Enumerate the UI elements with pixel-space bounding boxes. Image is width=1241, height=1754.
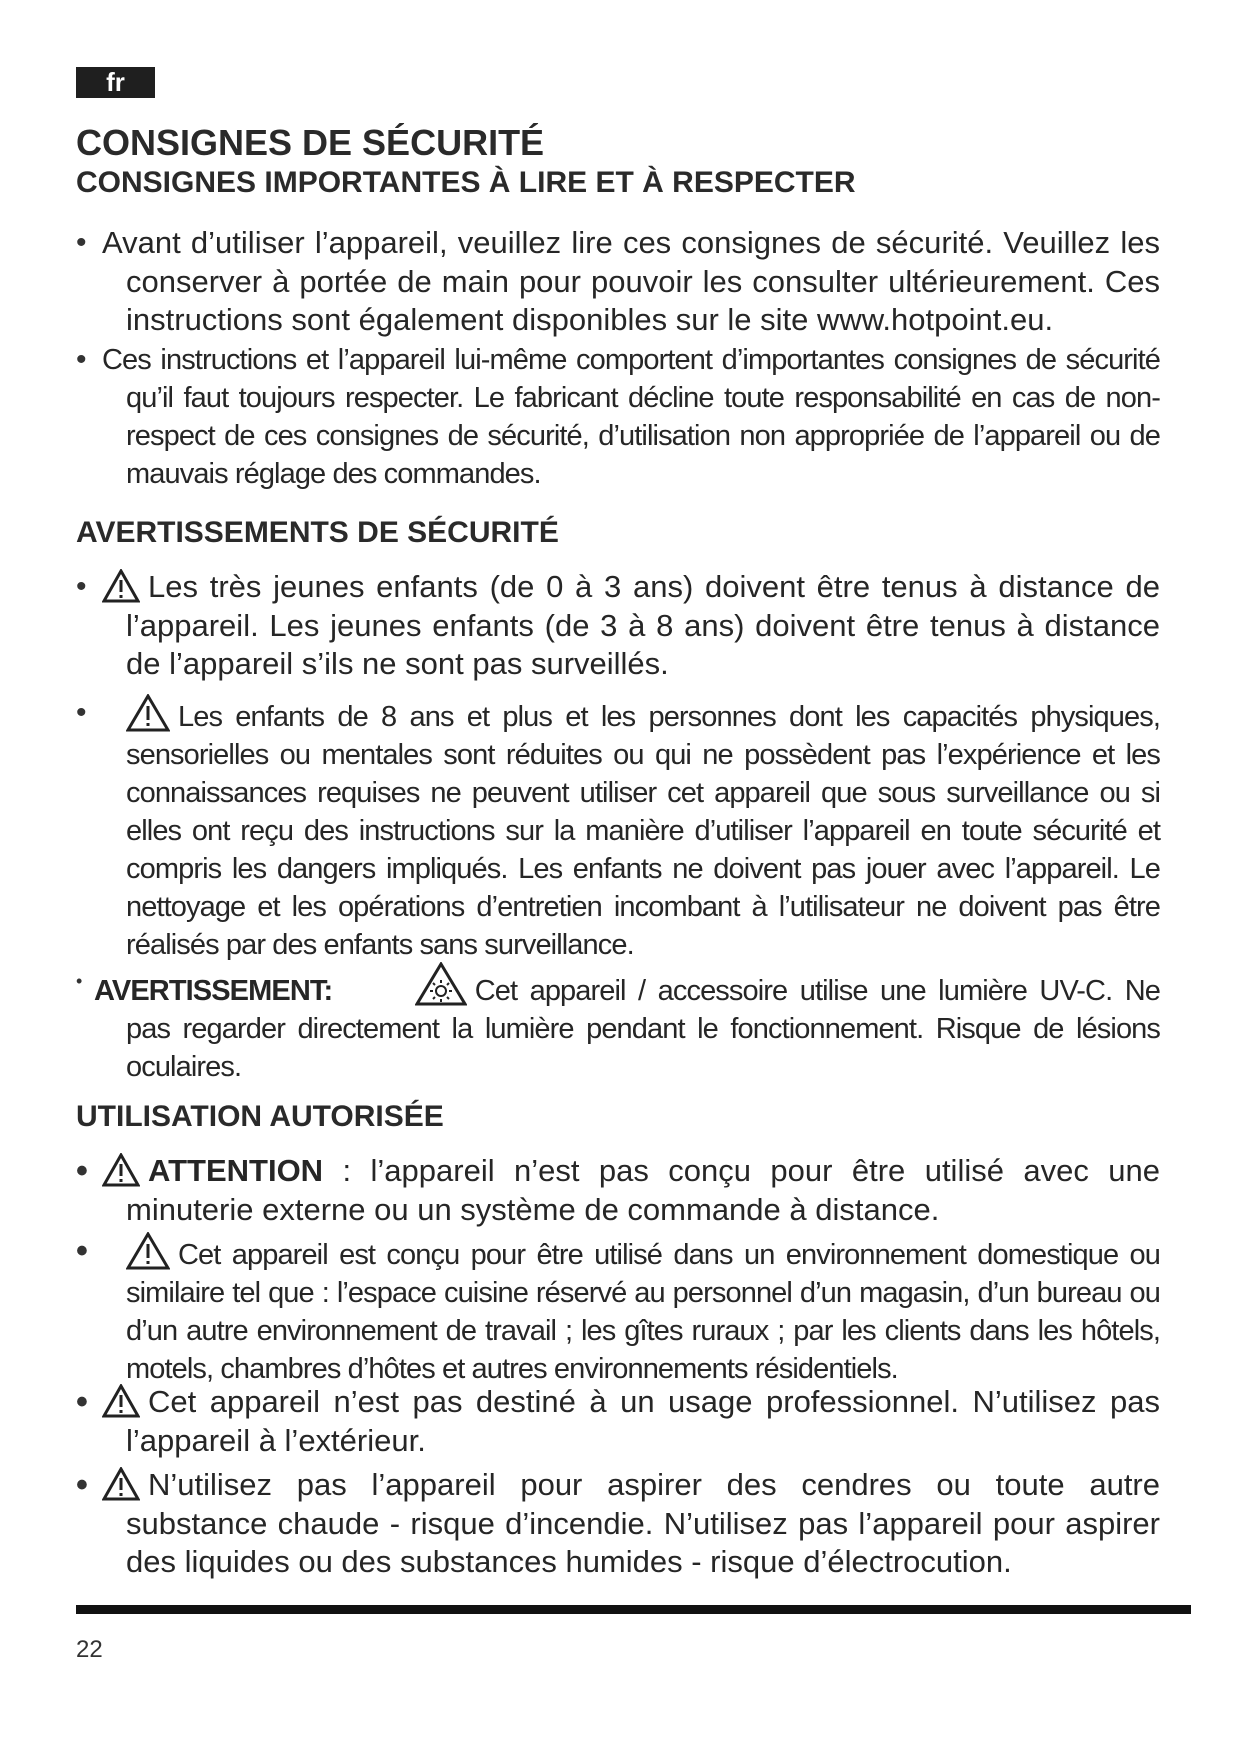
section-heading-usage: UTILISATION AUTORISÉE	[76, 1100, 444, 1133]
language-badge: fr	[76, 67, 155, 98]
usage-body-3	[126, 1383, 1160, 1460]
warning-item-3	[76, 962, 1160, 1086]
page-title: CONSIGNES DE SÉCURITÉ	[76, 122, 545, 163]
warning-triangle-icon	[126, 694, 170, 732]
bullet: •	[76, 343, 87, 376]
warning-body-2	[126, 694, 1160, 964]
bullet: •	[76, 1232, 88, 1270]
section-heading-warnings: AVERTISSEMENTS DE SÉCURITÉ	[76, 516, 559, 549]
usage-item-3	[76, 1383, 1160, 1460]
warning-triangle-icon	[102, 569, 140, 603]
warning-triangle-icon	[126, 1232, 170, 1270]
usage-text-4: N’utilisez pas l’appareil pour aspirer des cendres ou toute autre substance chaude - risque d’incendie. N’utilisez pas l’appareil pour aspirer des liquides ou des substances humides - risque d’électrocution.	[126, 1467, 1160, 1579]
attention-label: ATTENTION	[148, 1153, 324, 1188]
warning-item-1	[76, 568, 1160, 684]
warning-item-2	[76, 694, 1160, 964]
warning-body-3	[94, 962, 1160, 1086]
usage-text-2: Cet appareil est conçu pour être utilisé dans un environnement domestique ou similaire tel que : l’espace cuisine réservé au personnel d’un magasin, d’un bureau ou d’un autre environnement de travail ; les gîtes ruraux ; par les clients dans les hôtels, motels, chambres d’hôtes et autres environnements résidentiels.	[126, 1239, 1160, 1385]
usage-body-4	[126, 1466, 1160, 1582]
usage-item-2	[76, 1232, 1160, 1388]
intro-text-2: Ces instructions et l’appareil lui-même comportent d’importantes consignes de sécurité qu’il faut toujours respecter. Le fabricant décline toute responsabilité en cas de non-respect de ces consignes de sécurité, d’utilisation non appropriée de l’appareil ou de mauvais réglage des commandes.	[102, 344, 1160, 490]
warning-text-3: Cet appareil / accessoire utilise une lumière UV-C. Ne pas regarder directement la lumière pendant le fonctionnement. Risque de lésions oculaires.	[126, 975, 1160, 1083]
bullet: •	[76, 1466, 88, 1504]
warning-text-2: Les enfants de 8 ans et plus et les personnes dont les capacités physiques, sensorielles ou mentales sont réduites ou qui ne possèdent pas l’expérience et les connaissances requises ne peuvent utiliser cet appareil que sous surveillance ou si elles ont reçu des instructions sur la manière d’utiliser l’appareil en toute sécurité et compris les dangers impliqués. Les enfants ne doivent pas jouer avec l’appareil. Le nettoyage et les opérations d’entretien incombant à l’utilisateur ne doivent pas être réalisés par des enfants sans surveillance.	[126, 701, 1160, 961]
usage-item-1	[76, 1152, 1160, 1229]
page-subtitle: CONSIGNES IMPORTANTES À LIRE ET À RESPECTER	[76, 166, 856, 199]
usage-body-1	[126, 1152, 1160, 1229]
warning-body-1	[126, 568, 1160, 684]
bullet: •	[76, 226, 87, 259]
warning-triangle-icon	[102, 1384, 140, 1418]
usage-body-2	[126, 1232, 1160, 1388]
warning-text-1: Les très jeunes enfants (de 0 à 3 ans) doivent être tenus à distance de l’appareil. Les jeunes enfants (de 3 à 8 ans) doivent être tenus à distance de l’appareil s’ils ne sont pas surveillés.	[126, 569, 1160, 681]
bullet: •	[76, 971, 83, 991]
intro-text-1: Avant d’utiliser l’appareil, veuillez lire ces consignes de sécurité. Veuillez les conserver à portée de main pour pouvoir les consulter ultérieurement. Ces instructions sont également disponibles sur le site www.hotpoint.eu.	[102, 225, 1160, 337]
bullet: •	[76, 570, 87, 603]
bullet: •	[76, 696, 87, 729]
footer-rule	[76, 1605, 1191, 1614]
usage-text-1: : l’appareil n’est pas conçu pour être utilisé avec une minuterie externe ou un système de commande à distance.	[126, 1153, 1160, 1227]
bullet: •	[76, 1383, 88, 1421]
usage-text-3: Cet appareil n’est pas destiné à un usage professionnel. N’utilisez pas l’appareil à l’extérieur.	[126, 1384, 1160, 1458]
bullet: •	[76, 1152, 88, 1190]
usage-item-4	[76, 1466, 1160, 1582]
uv-warning-icon	[415, 962, 467, 1006]
intro-item-1	[76, 224, 1160, 340]
warning-label: AVERTISSEMENT:	[94, 975, 333, 1007]
page-number: 22	[76, 1636, 103, 1663]
intro-item-2	[76, 341, 1160, 493]
warning-triangle-icon	[102, 1153, 140, 1187]
warning-triangle-icon	[102, 1467, 140, 1501]
